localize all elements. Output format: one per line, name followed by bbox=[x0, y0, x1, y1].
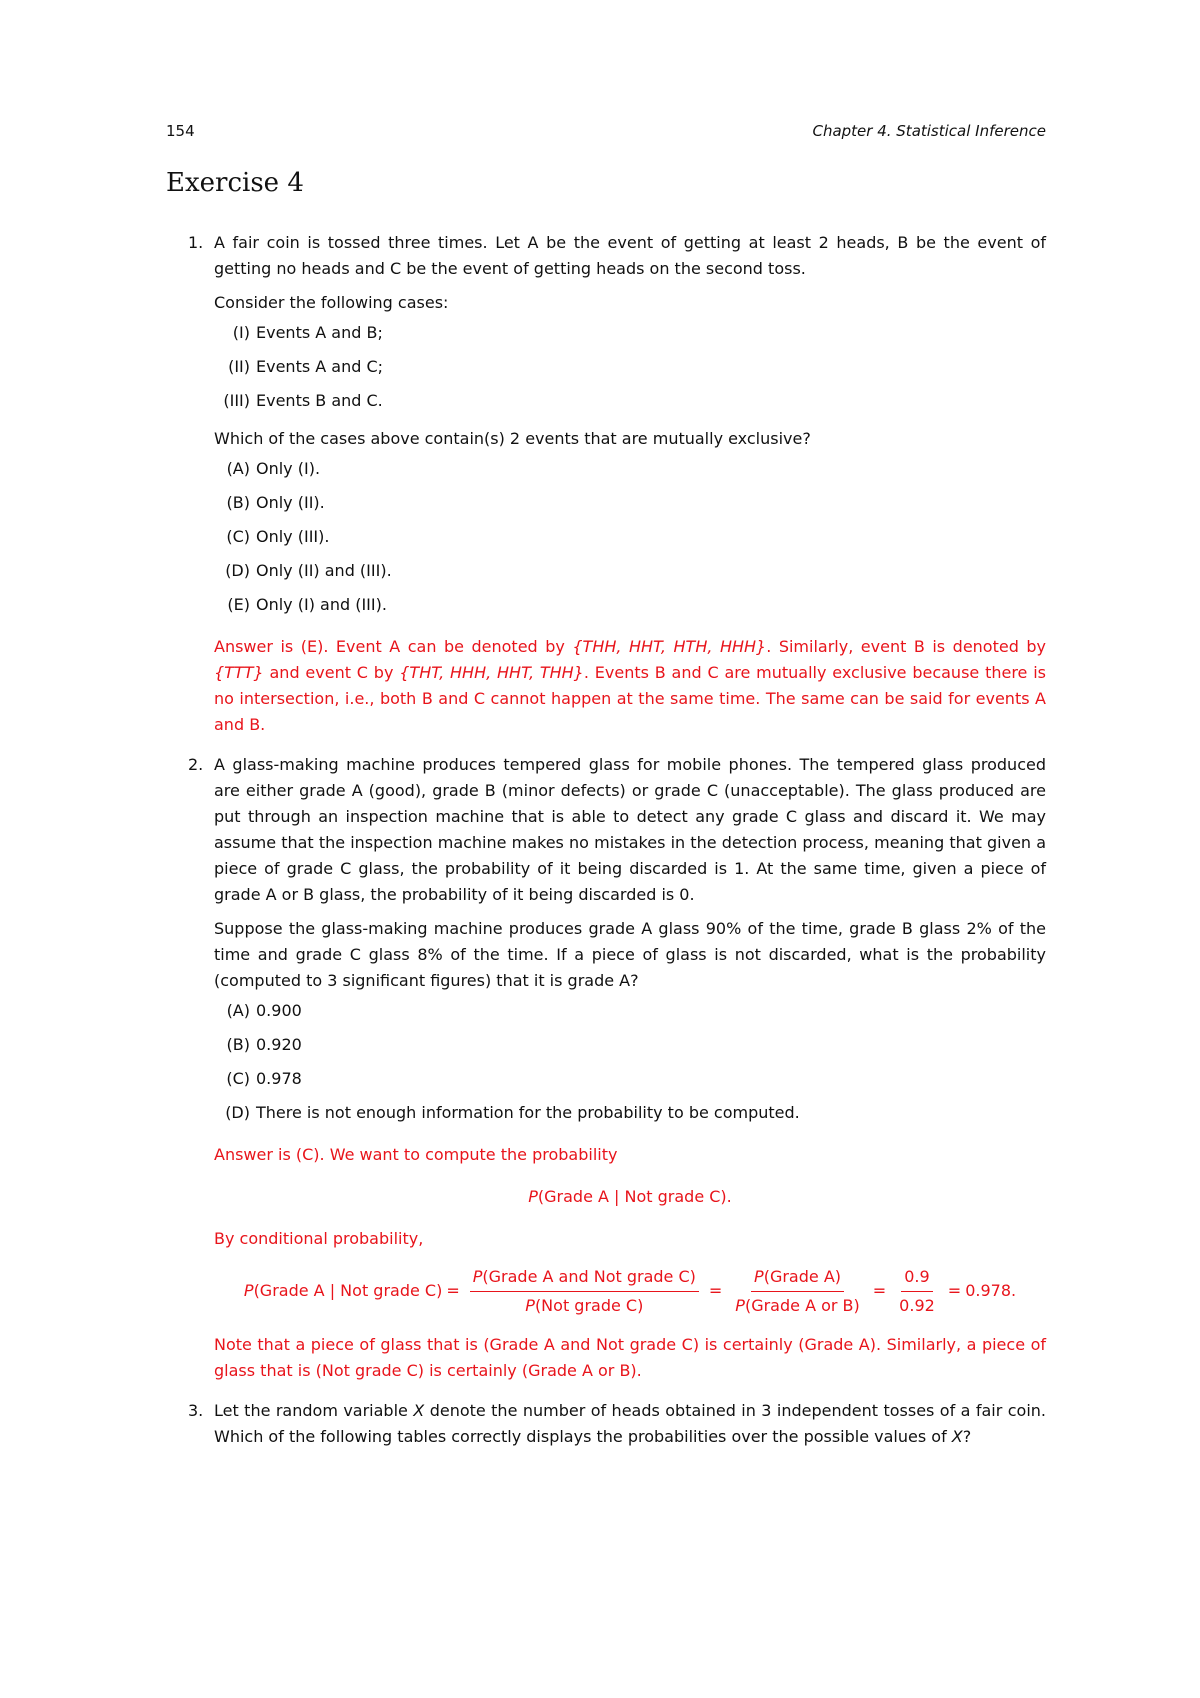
stem-text: ? bbox=[962, 1427, 972, 1446]
option-label: (B) bbox=[226, 1035, 250, 1054]
option-item bbox=[214, 452, 1046, 486]
random-variable: X bbox=[951, 1427, 963, 1446]
conditional-probability-equation bbox=[214, 1260, 1046, 1322]
option-list bbox=[214, 994, 1046, 1130]
option-text: Only (I). bbox=[256, 459, 321, 478]
answer-text: . Events B and C are mutually exclusive because there is no intersection, i.e., both B and C cannot happen at the same time. The same can be said for events A and B. bbox=[214, 663, 1046, 734]
equation-result: 0.978. bbox=[965, 1281, 1017, 1300]
equation-text: (Grade A) bbox=[763, 1266, 841, 1286]
case-text: Events A and C; bbox=[256, 357, 384, 376]
option-text: Only (III). bbox=[256, 527, 330, 546]
case-list bbox=[214, 316, 1046, 418]
option-item bbox=[214, 486, 1046, 520]
fraction-3 bbox=[896, 1265, 938, 1318]
equation-text: (Grade A | Not grade C) bbox=[253, 1281, 443, 1300]
equation-text: (Grade A | Not grade C). bbox=[537, 1187, 732, 1206]
option-text: 0.920 bbox=[256, 1035, 302, 1054]
option-list bbox=[214, 452, 1046, 622]
answer-note: Note that a piece of glass that is (Grade A and Not grade C) is certainly (Grade A). Similarly, a piece of glass that is (Not grade C) is certainly (Grade A or B). bbox=[214, 1335, 1046, 1380]
fraction-1 bbox=[470, 1265, 699, 1318]
question-number: 1. bbox=[188, 233, 204, 252]
conditional-text: By conditional probability, bbox=[214, 1229, 424, 1248]
case-label: (III) bbox=[223, 391, 250, 410]
answer-explanation bbox=[214, 634, 1046, 738]
answer-text: Answer is (E). Event A can be denoted by bbox=[214, 637, 573, 656]
denominator bbox=[522, 1292, 646, 1318]
option-item bbox=[214, 520, 1046, 554]
exercise-content bbox=[166, 230, 1046, 1450]
question-stem: A fair coin is tossed three times. Let A be the event of getting at least 2 heads, B be the event of getting no heads and C be the event of getting heads on the second toss. bbox=[214, 233, 1046, 278]
case-item bbox=[214, 316, 1046, 350]
display-equation bbox=[214, 1184, 1046, 1210]
option-item bbox=[214, 994, 1046, 1028]
equation-text: (Grade A and Not grade C) bbox=[482, 1266, 696, 1286]
prob-symbol: P bbox=[735, 1295, 745, 1315]
prob-symbol: P bbox=[528, 1187, 538, 1206]
option-label: (A) bbox=[226, 459, 250, 478]
answer-text: . Similarly, event B is denoted by bbox=[766, 637, 1047, 656]
question-number: 2. bbox=[188, 755, 204, 774]
equals-sign: = bbox=[947, 1281, 962, 1300]
question-number: 3. bbox=[188, 1401, 204, 1420]
question-stem bbox=[214, 1398, 1046, 1450]
case-label: (II) bbox=[228, 357, 250, 376]
option-text: 0.900 bbox=[256, 1001, 302, 1020]
section-title: Exercise 4 bbox=[166, 168, 304, 198]
option-label: (A) bbox=[226, 1001, 250, 1020]
stem-text: denote the number of heads obtained in 3 independent tosses of a fair coin. Which of the following tables correctly displays the probabilities over the possible values of bbox=[214, 1401, 1046, 1446]
random-variable: X bbox=[413, 1401, 425, 1420]
option-label: (C) bbox=[226, 527, 250, 546]
stem-text: Let the random variable bbox=[214, 1401, 414, 1420]
prob-symbol: P bbox=[754, 1266, 764, 1286]
option-text: 0.978 bbox=[256, 1069, 302, 1088]
running-chapter-title: Chapter 4. Statistical Inference bbox=[812, 122, 1046, 140]
option-text: Only (I) and (III). bbox=[256, 595, 387, 614]
equation-text: (Grade A or B) bbox=[744, 1295, 860, 1315]
event-a-set: {THH, HHT, HTH, HHH} bbox=[572, 637, 767, 656]
question-stem: A glass-making machine produces tempered glass for mobile phones. The tempered glass produced are either grade A (good), grade B (minor defects) or grade C (unacceptable). The glass produced are put through an inspection machine that is able to detect any grade C glass and discard it. We may assume that the inspection machine makes no mistakes in the detection process, meaning that given a piece of grade C glass, the probability of it being discarded is 1. At the same time, given a piece of grade A or B glass, the probability of it being discarded is 0. bbox=[214, 755, 1046, 904]
option-label: (D) bbox=[225, 561, 250, 580]
option-label: (C) bbox=[226, 1069, 250, 1088]
option-item bbox=[214, 1028, 1046, 1062]
prob-symbol: P bbox=[472, 1266, 483, 1286]
question-3 bbox=[166, 1398, 1046, 1450]
question-prompt: Which of the cases above contain(s) 2 events that are mutually exclusive? bbox=[214, 429, 811, 448]
numerator: 0.9 bbox=[901, 1265, 932, 1292]
equation-lhs bbox=[244, 1278, 442, 1304]
prob-symbol: P bbox=[525, 1295, 535, 1315]
option-text: Only (II). bbox=[256, 493, 325, 512]
option-item bbox=[214, 554, 1046, 588]
page-header bbox=[166, 122, 1046, 146]
equals-sign: = bbox=[708, 1281, 723, 1300]
denominator bbox=[732, 1292, 862, 1318]
denominator: 0.92 bbox=[899, 1295, 935, 1315]
consider-text: Consider the following cases: bbox=[214, 293, 449, 312]
question-2 bbox=[166, 752, 1046, 1384]
equation-text: (Not grade C) bbox=[534, 1295, 644, 1315]
option-text: Only (II) and (III). bbox=[256, 561, 392, 580]
fraction-2 bbox=[732, 1265, 862, 1318]
answer-intro: Answer is (C). We want to compute the probability bbox=[214, 1145, 618, 1164]
numerator bbox=[470, 1265, 699, 1292]
case-text: Events B and C. bbox=[256, 391, 383, 410]
prob-symbol: P bbox=[243, 1281, 254, 1300]
case-item bbox=[214, 384, 1046, 418]
numerator bbox=[751, 1265, 844, 1292]
option-text: There is not enough information for the probability to be computed. bbox=[256, 1103, 800, 1122]
option-item bbox=[214, 1062, 1046, 1096]
event-b-set: {TTT} bbox=[214, 663, 264, 682]
event-c-set: {THT, HHH, HHT, THH} bbox=[399, 663, 584, 682]
option-item bbox=[214, 588, 1046, 622]
case-label: (I) bbox=[232, 323, 250, 342]
question-stem-continued: Suppose the glass-making machine produces grade A glass 90% of the time, grade B glass 2% of the time and grade C glass 8% of the time. If a piece of glass is not discarded, what is the probability (computed to 3 significant figures) that it is grade A? bbox=[214, 919, 1046, 990]
case-text: Events A and B; bbox=[256, 323, 383, 342]
equals-sign: = bbox=[872, 1281, 887, 1300]
option-label: (D) bbox=[225, 1103, 250, 1122]
option-label: (E) bbox=[227, 595, 250, 614]
page-number: 154 bbox=[166, 122, 195, 140]
option-item bbox=[214, 1096, 1046, 1130]
equals-sign: = bbox=[446, 1281, 460, 1300]
case-item bbox=[214, 350, 1046, 384]
option-label: (B) bbox=[226, 493, 250, 512]
answer-text: and event C by bbox=[263, 663, 400, 682]
question-1 bbox=[166, 230, 1046, 738]
